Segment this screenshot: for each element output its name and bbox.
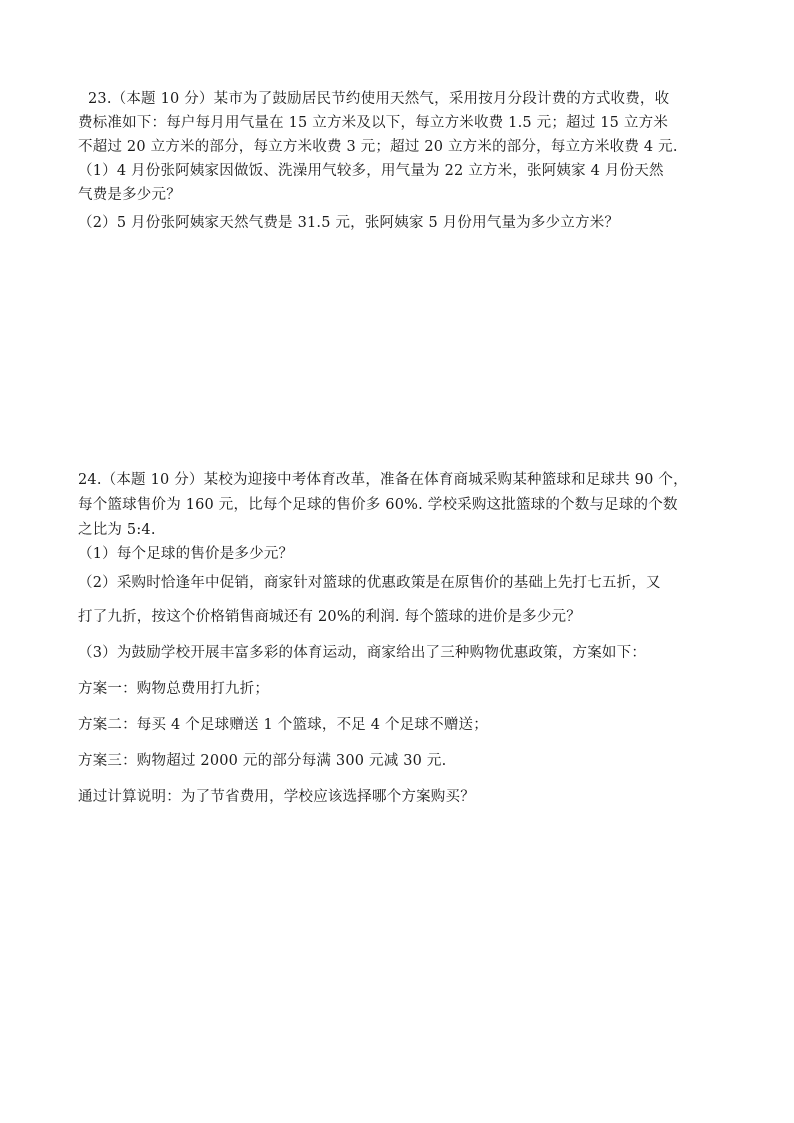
q23-line-3: 不超过 20 立方米的部分，每立方米收费 3 元；超过 20 立方米的部分，每立方米收费 4 元. — [78, 139, 678, 155]
q23-line-4: （1）4 月份张阿姨家因做饭、洗澡用气较多，用气量为 22 立方米，张阿姨家 4 月份天然 — [78, 163, 664, 179]
q24-line-5: （2）采购时恰逢年中促销，商家针对篮球的优惠政策是在原售价的基础上先打七五折，又 — [78, 575, 661, 591]
q24-line-7: （3）为鼓励学校开展丰富多彩的体育运动，商家给出了三种购物优惠政策，方案如下： — [78, 645, 647, 661]
q24-line-3: 之比为 5:4. — [78, 522, 156, 538]
q23-line-6: （2）5 月份张阿姨家天然气费是 31.5 元，张阿姨家 5 月份用气量为多少立方米？ — [78, 215, 620, 231]
q24-line-2: 每个篮球售价为 160 元，比每个足球的售价多 60%. 学校采购这批篮球的个数与足球的个数 — [78, 497, 678, 513]
q24-line-4: （1）每个足球的售价是多少元？ — [78, 546, 294, 562]
q23-line-2: 费标准如下：每户每月用气量在 15 立方米及以下，每立方米收费 1.5 元；超过 15 立方米 — [78, 115, 669, 131]
q24-line-8: 方案一：购物总费用打九折； — [78, 681, 270, 697]
q24-line-11: 通过计算说明：为了节省费用，学校应该选择哪个方案购买？ — [78, 789, 475, 805]
q23-line-1: 23.（本题 10 分）某市为了鼓励居民节约使用天然气，采用按月分段计费的方式收费，收 — [88, 91, 670, 107]
q24-line-6: 打了九折，按这个价格销售商城还有 20%的利润. 每个篮球的进价是多少元？ — [78, 609, 581, 625]
q24-line-1: 24.（本题 10 分）某校为迎接中考体育改革，准备在体育商城采购某种篮球和足球共 90 个， — [78, 472, 688, 488]
q24-line-9: 方案二：每买 4 个足球赠送 1 个篮球，不足 4 个足球不赠送； — [78, 717, 488, 733]
q23-line-5: 气费是多少元？ — [78, 187, 181, 203]
q24-line-10: 方案三：购物超过 2000 元的部分每满 300 元减 30 元. — [78, 753, 447, 769]
